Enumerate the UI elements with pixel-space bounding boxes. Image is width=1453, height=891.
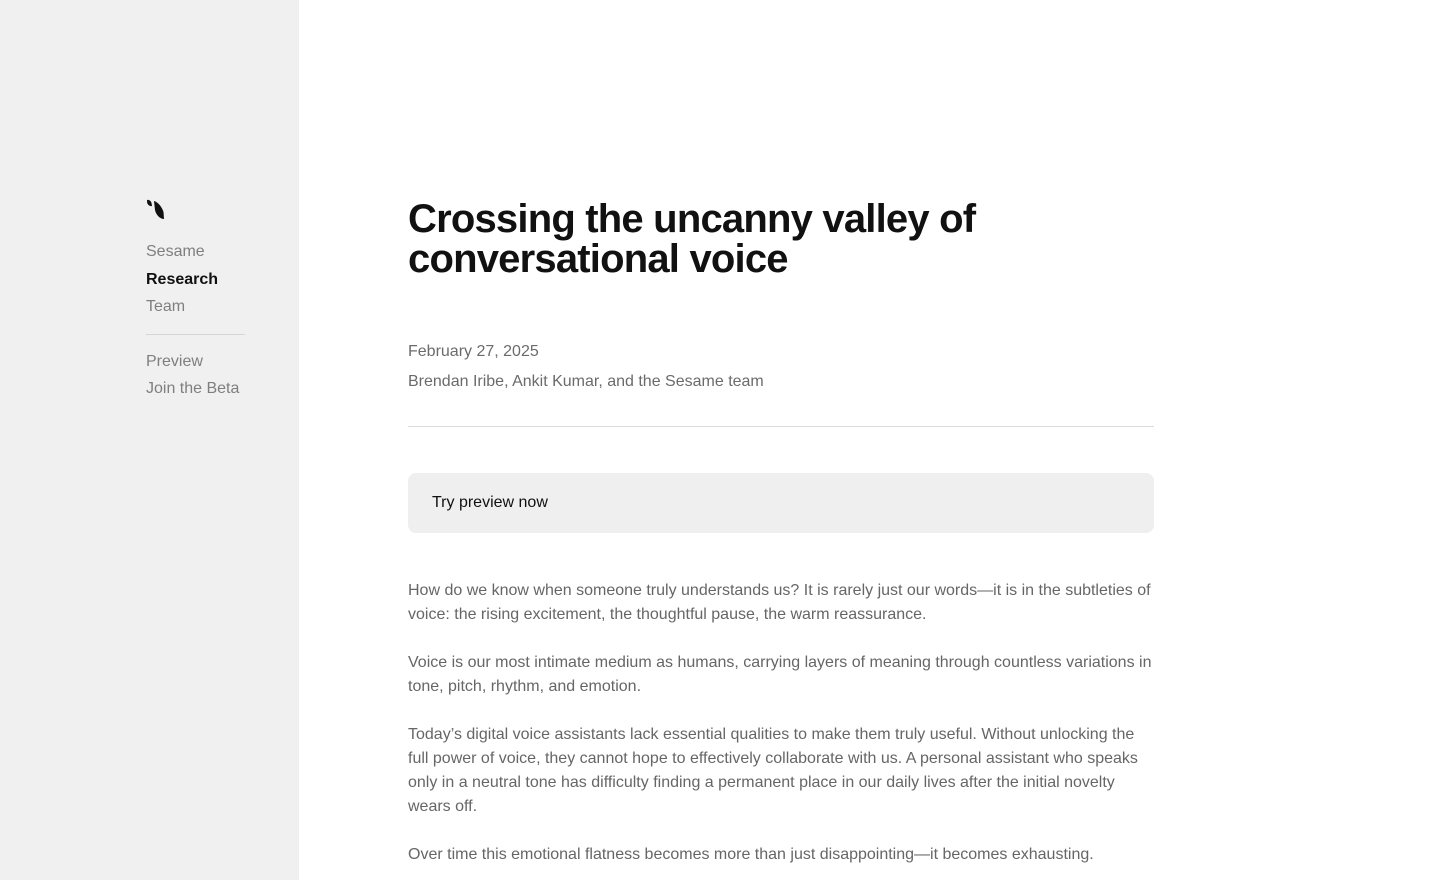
paragraph: Voice is our most intimate medium as humans, carrying layers of meaning through countless variations in tone, pitch, rhythm, and emotion. <box>408 654 1152 695</box>
divider <box>408 426 1154 427</box>
sidebar-item-join-beta[interactable]: Join the Beta <box>146 380 240 397</box>
publish-date: February 27, 2025 <box>408 343 539 360</box>
page-title: Crossing the uncanny valley of conversational voice <box>408 197 976 281</box>
sidebar-item-research[interactable]: Research <box>146 270 219 288</box>
author-line: Brendan Iribe, Ankit Kumar, and the Sesame team <box>408 373 764 390</box>
sidebar <box>0 0 299 880</box>
sesame-logo-icon[interactable] <box>146 199 164 220</box>
try-preview-button[interactable] <box>408 473 1154 533</box>
nav-divider <box>146 334 245 335</box>
sidebar-item-team[interactable]: Team <box>146 298 186 315</box>
paragraph: How do we know when someone truly understands us? It is rarely just our words—it is in the subtleties of voice: the rising excitement, the thoughtful pause, the warm reassurance. <box>408 582 1151 623</box>
sidebar-nav <box>146 238 246 403</box>
article-body <box>408 579 1154 891</box>
paragraph: Today’s digital voice assistants lack essential qualities to make them truly useful. Without unlocking the full power of voice, they cannot hope to effectively collaborate with us. A personal assistant who speaks only in a neutral tone has difficulty finding a permanent place in our daily lives after the initial novelty wears off. <box>408 726 1138 815</box>
try-preview-label: Try preview now <box>432 494 548 511</box>
sidebar-item-preview[interactable]: Preview <box>146 352 203 370</box>
paragraph: Over time this emotional flatness becomes more than just disappointing—it becomes exhausting. <box>408 846 1094 863</box>
sidebar-item-sesame[interactable]: Sesame <box>146 243 205 260</box>
